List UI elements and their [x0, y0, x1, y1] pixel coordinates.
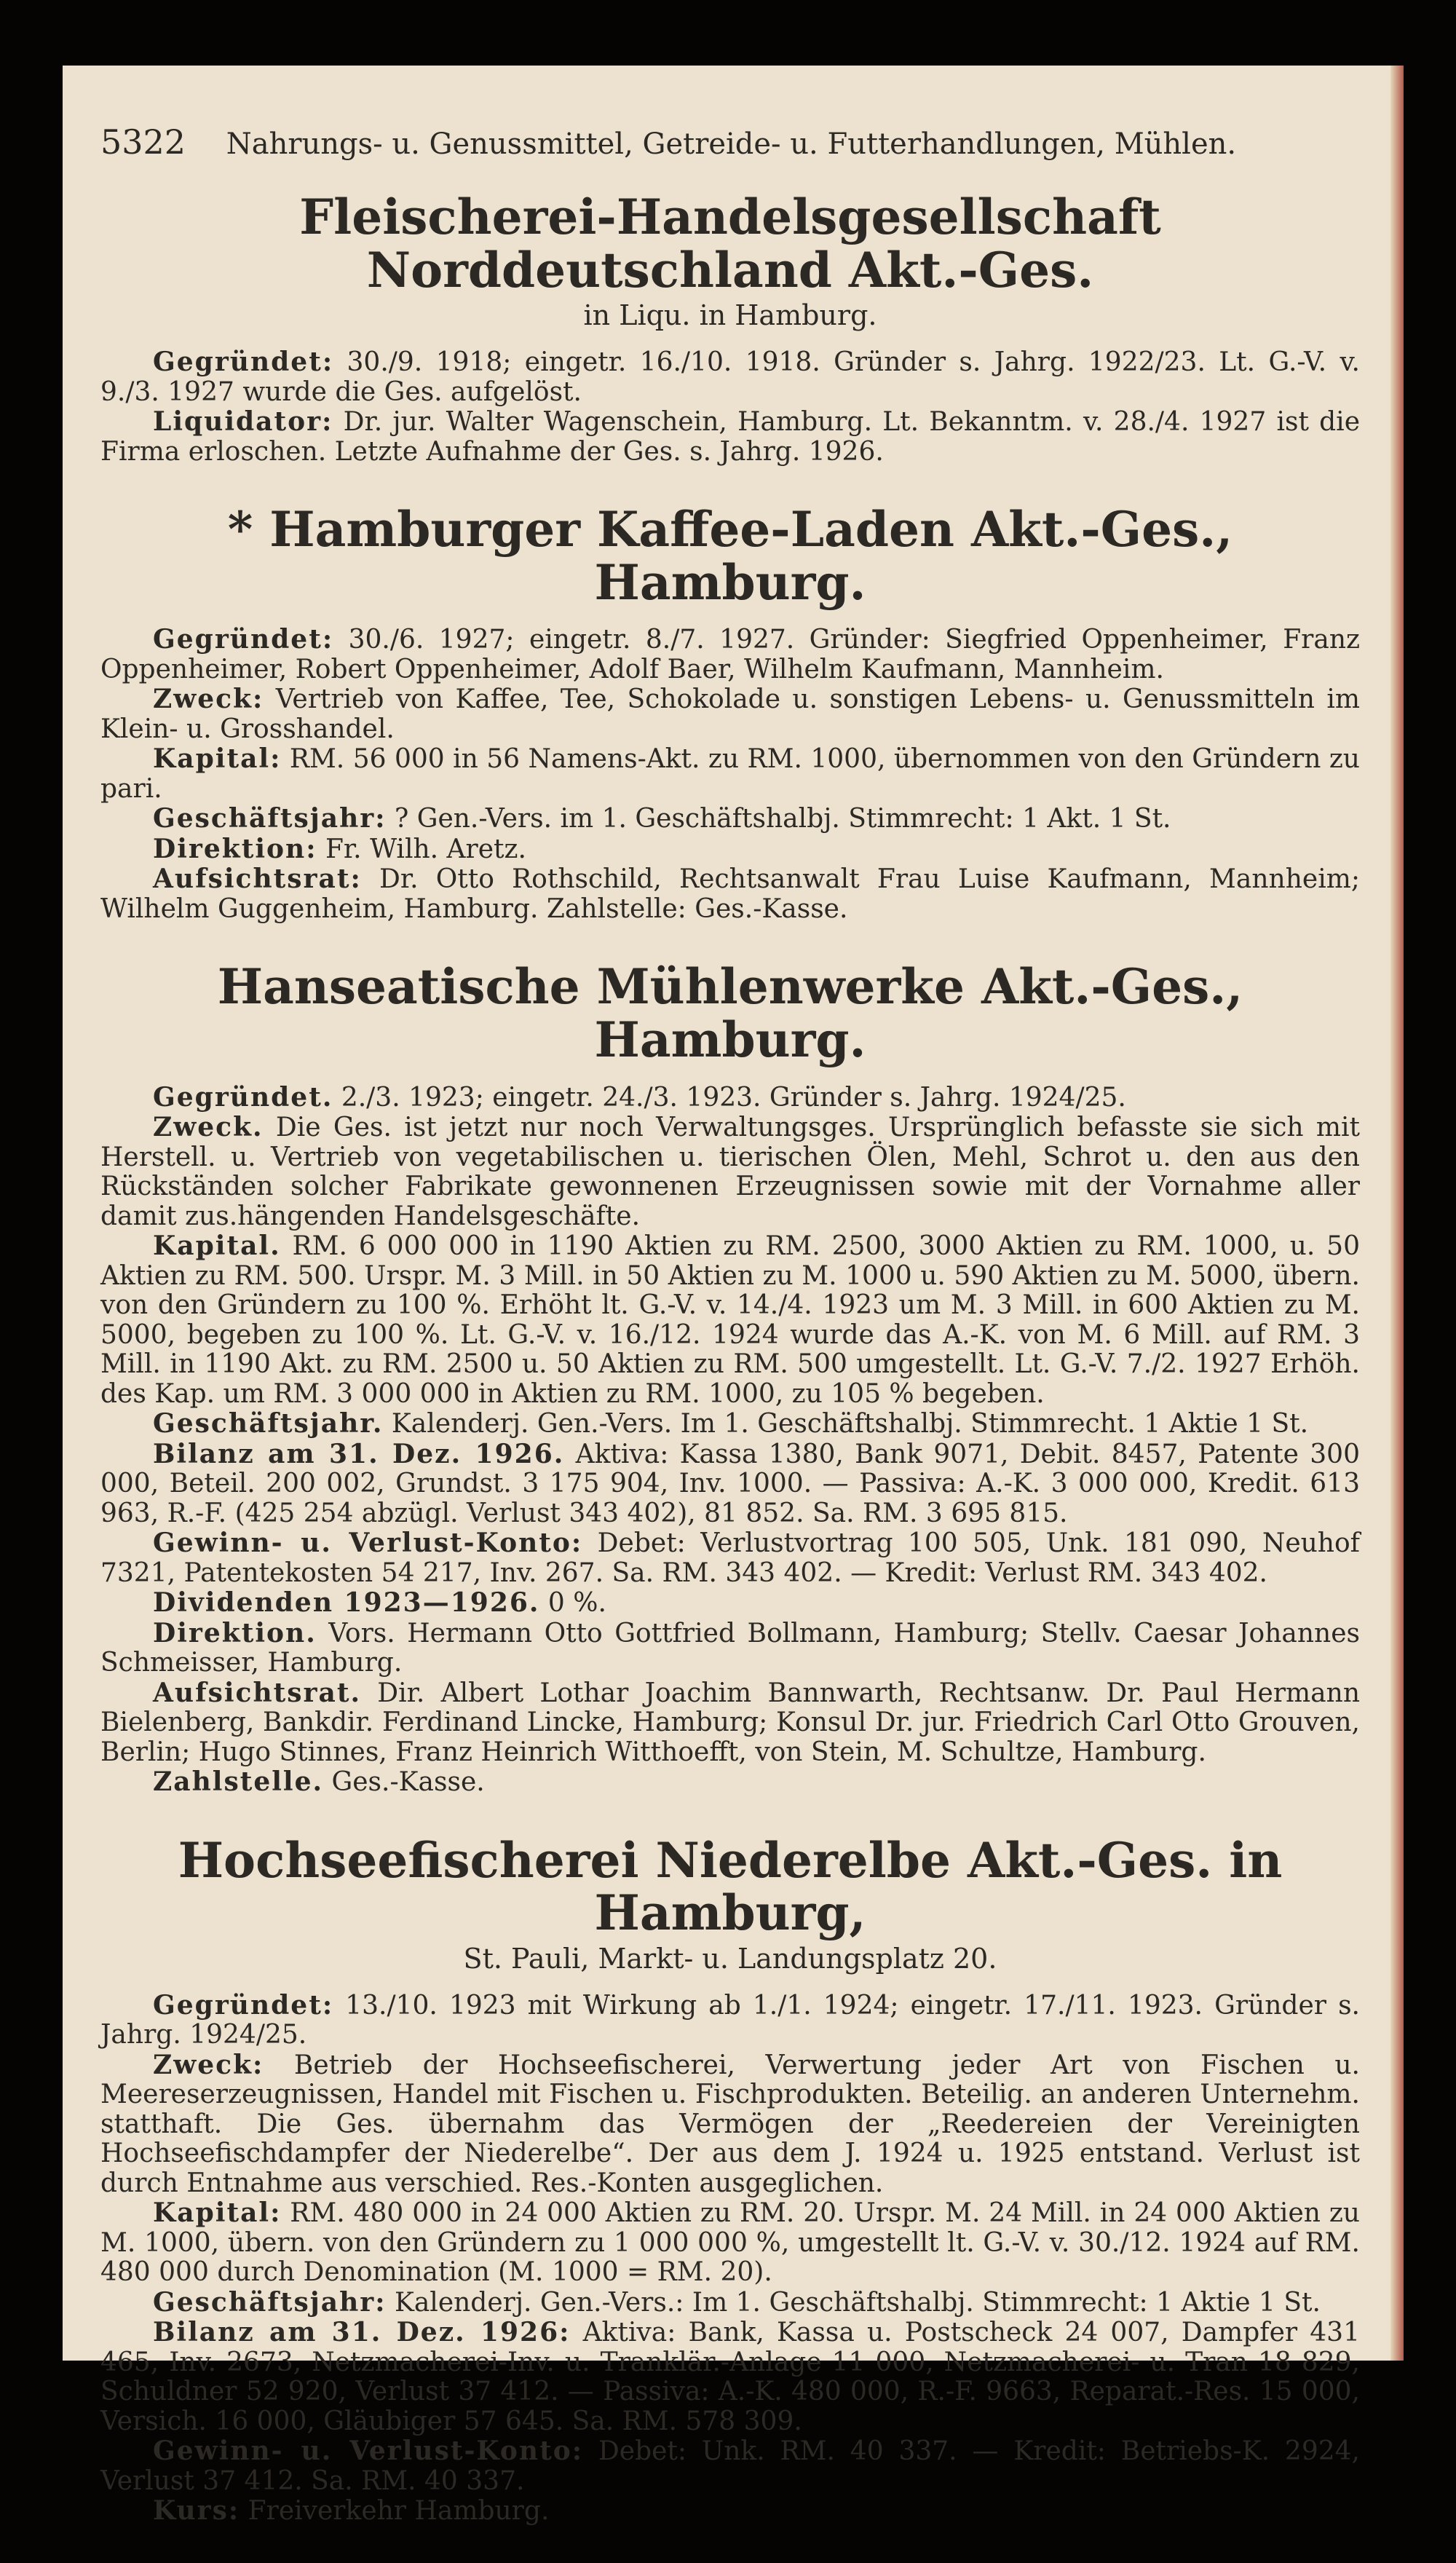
field-label: Kapital. [153, 1231, 281, 1262]
company-entry [100, 1831, 1360, 2527]
entry-paragraph [100, 1409, 1360, 1440]
field-label: Geschäftsjahr. [153, 1408, 384, 1440]
entry-paragraph [100, 2436, 1360, 2496]
field-label: Kapital: [153, 743, 282, 775]
entry-paragraph [100, 684, 1360, 744]
entry-paragraph [100, 1678, 1360, 1768]
field-text: RM. 6 000 000 in 1190 Aktien zu RM. 2500, 3000 Aktien zu RM. 1000, u. 50 Aktien zu RM. 500. Urspr. M. 3 Mill. in 50 Aktien zu M. 1000 u. 590 Aktien zu M. 5000, übern. von den Gründern zu 100 %. Erhöht lt. G.-V. v. 14./4. 1923 um M. 3 Mill. in 600 Aktien zu M. 5000, begeben zu 100 %. Lt. G.-V. v. 16./12. 1924 wurde das A.-K. von M. 6 Mill. auf RM. 3 Mill. in 1190 Akt. zu RM. 2500 u. 50 Aktien zu RM. 500 umgestellt. Lt. G.-V. 7./2. 1927 Erhöh. des Kap. um RM. 3 000 000 in Aktien zu RM. 1000, zu 105 % begeben. [100, 1231, 1360, 1409]
entry-paragraph [100, 2318, 1360, 2436]
field-text: Dr. Otto Rothschild, Rechtsanwalt Frau Luise Kaufmann, Mannheim; Wilhelm Guggenheim, Hamburg. Zahlstelle: Ges.-Kasse. [100, 864, 1360, 924]
field-text: Debet: Verlustvortrag 100 505, Unk. 181 090, Neuhof 7321, Patentekosten 54 217, Inv. 267. Sa. RM. 343 402. — Kredit: Verlust RM. 343 402. [100, 1528, 1360, 1588]
field-text: Die Ges. ist jetzt nur noch Verwaltungsges. Ursprünglich befasste sie sich mit Herstell. u. Vertrieb von vegetabilischen u. tierischen Ölen, Mehl, Schrot u. den aus den Rückständen solcher Fabrikate gewonnenen Erzeugnissen sowie mit der Vornahme aller damit zus.hängenden Handelsgeschäfte. [100, 1113, 1360, 1231]
field-text: Fr. Wilh. Aretz. [317, 834, 526, 864]
field-text: Kalenderj. Gen.-Vers.: Im 1. Geschäftshalbj. Stimmrecht: 1 Aktie 1 St. [386, 2287, 1321, 2318]
field-label: Gegründet: [153, 347, 334, 378]
field-text: Ges.-Kasse. [323, 1767, 485, 1798]
company-entry [100, 960, 1360, 1797]
entry-paragraph [100, 804, 1360, 834]
field-label: Aufsichtsrat. [153, 1677, 361, 1708]
company-title: Hanseatische Mühlenwerke Akt.-Ges., Hamburg. [217, 958, 1243, 1068]
entry-paragraph [100, 864, 1360, 924]
page-content [100, 191, 1360, 2563]
field-label: Zahlstelle. [153, 1766, 324, 1798]
field-label: Geschäftsjahr: [153, 803, 387, 834]
field-label: Dividenden 1923—1926. [153, 1587, 540, 1619]
entry-paragraph [100, 744, 1360, 804]
page-number: 5322 [100, 122, 186, 162]
company-title: Fleischerei-Handelsgesellschaft Norddeutschland Akt.-Ges. [299, 189, 1161, 299]
field-label: Gewinn- u. Verlust-Konto: [153, 2436, 584, 2467]
entry-paragraph [100, 1991, 1360, 2050]
field-text: 2./3. 1923; eingetr. 24./3. 1923. Gründer s. Jahrg. 1924/25. [333, 1082, 1126, 1113]
field-label: Zweck: [153, 684, 264, 715]
running-title: Nahrungs- u. Genussmittel, Getreide- u. Futterhandlungen, Mühlen. [226, 127, 1237, 161]
entry-paragraph [100, 1440, 1360, 1529]
entry-paragraph [100, 834, 1360, 865]
entry-paragraph [100, 625, 1360, 684]
field-text: Aktiva: Kassa 1380, Bank 9071, Debit. 8457, Patente 300 000, Beteil. 200 002, Grundst. 3 175 904, Inv. 1000. — Passiva: A.-K. 3 000 000, Kredit. 613 963, R.-F. (425 254 abzügl. Verlust 343 402), 81 852. Sa. RM. 3 695 815. [100, 1439, 1360, 1528]
entry-paragraph [100, 2050, 1360, 2199]
field-label: Gewinn- u. Verlust-Konto: [153, 1528, 583, 1559]
field-text: Vors. Hermann Otto Gottfried Bollmann, Hamburg; Stellv. Caesar Johannes Schmeisser, Hamburg. [100, 1618, 1360, 1678]
field-text: Dr. jur. Walter Wagenschein, Hamburg. Lt. Bekanntm. v. 28./4. 1927 ist die Firma erloschen. Letzte Aufnahme der Ges. s. Jahrg. 1926. [100, 407, 1360, 467]
company-entry [100, 503, 1360, 924]
field-text: Aktiva: Bank, Kassa u. Postscheck 24 007, Dampfer 431 465, Inv. 2673, Netzmacherei-Inv. u. Tranklär.-Anlage 11 000, Netzmacherei- u. Tran 18 829, Schuldner 52 920, Verlust 37 412. — Passiva: A.-K. 480 000, R.-F. 9663, Reparat.-Res. 15 000, Versich. 16 000, Gläubiger 57 645. Sa. RM. 578 309. [100, 2318, 1360, 2436]
entry-paragraph [100, 2288, 1360, 2318]
field-label: Zweck. [153, 1112, 264, 1143]
field-label: Geschäftsjahr: [153, 2286, 387, 2318]
field-text: 13./10. 1923 mit Wirkung ab 1./1. 1924; eingetr. 17./11. 1923. Gründer s. Jahrg. 1924/25. [100, 1990, 1360, 2050]
book-page [63, 66, 1404, 2527]
page-header [100, 122, 1360, 162]
field-label: Zweck: [153, 2049, 264, 2080]
field-label: Liquidator: [153, 406, 333, 438]
field-label: Kapital: [153, 2197, 282, 2229]
field-label: Gegründet: [153, 1989, 334, 2021]
field-text: Vertrieb von Kaffee, Tee, Schokolade u. sonstigen Lebens- u. Genussmitteln im Klein- u. Grosshandel. [100, 684, 1360, 744]
entry-paragraph [100, 1588, 1360, 1619]
entry-paragraph [100, 1767, 1360, 1798]
field-text: Freiverkehr Hamburg. [240, 2496, 550, 2527]
field-label: Gegründet. [153, 1081, 333, 1113]
company-entry [100, 191, 1360, 467]
field-text: 0 %. [539, 1588, 606, 1619]
field-text: 30./6. 1927; eingetr. 8./7. 1927. Gründer: Siegfried Oppenheimer, Franz Oppenheimer, Robert Oppenheimer, Adolf Baer, Wilhelm Kaufmann, Mannheim. [100, 625, 1360, 684]
field-label: Direktion: [153, 833, 317, 864]
field-text: ? Gen.-Vers. im 1. Geschäftshalbj. Stimmrecht: 1 Akt. 1 St. [386, 804, 1171, 834]
entry-paragraph [100, 1619, 1360, 1678]
entry-paragraph [100, 1113, 1360, 1231]
entry-paragraph [100, 1231, 1360, 1409]
field-text: Debet: Unk. RM. 40 337. — Kredit: Betriebs-K. 2924, Verlust 37 412. Sa. RM. 40 337. [100, 2436, 1360, 2496]
company-subtitle: St. Pauli, Markt- u. Landungsplatz 20. [463, 1942, 997, 1975]
company-title: * Hamburger Kaffee-Laden Akt.-Ges., Hamburg. [227, 501, 1233, 611]
field-text: RM. 480 000 in 24 000 Aktien zu RM. 20. Urspr. M. 24 Mill. in 24 000 Aktien zu M. 1000, übern. von den Gründern zu 1 000 000 %, umgestellt lt. G.-V. v. 30./12. 1924 auf RM. 480 000 durch Denomination (M. 1000 = RM. 20). [100, 2198, 1360, 2288]
field-label: Kurs: [153, 2495, 240, 2527]
field-text: Kalenderj. Gen.-Vers. Im 1. Geschäftshalbj. Stimmrecht. 1 Aktie 1 St. [383, 1409, 1309, 1440]
field-text: Betrieb der Hochseefischerei, Verwertung jeder Art von Fischen u. Meereserzeugnissen, Handel mit Fischen u. Fischprodukten. Beteilig. an anderen Unternehm. statthaft. Die Ges. übernahm das Vermögen der „Reedereien der Vereinigten Hochseefischdampfer der Niederelbe“. Der aus dem J. 1924 u. 1925 entstand. Verlust ist durch Entnahme aus verschied. Res.-Konten ausgeglichen. [100, 2050, 1360, 2198]
field-label: Aufsichtsrat: [153, 864, 362, 895]
entry-paragraph [100, 347, 1360, 407]
entry-paragraph [100, 2198, 1360, 2288]
field-text: Dir. Albert Lothar Joachim Bannwarth, Rechtsanw. Dr. Paul Hermann Bielenberg, Bankdir. Ferdinand Lincke, Hamburg; Konsul Dr. jur. Friedrich Carl Otto Grouven, Berlin; Hugo Stinnes, Franz Heinrich Witthoefft, von Stein, M. Schultze, Hamburg. [100, 1678, 1360, 1767]
entry-paragraph [100, 2496, 1360, 2527]
field-label: Bilanz am 31. Dez. 1926: [153, 2317, 571, 2348]
field-text: 30./9. 1918; eingetr. 16./10. 1918. Gründer s. Jahrg. 1922/23. Lt. G.-V. v. 9./3. 1927 wurde die Ges. aufgelöst. [100, 347, 1360, 407]
field-label: Gegründet: [153, 624, 334, 655]
entry-paragraph [100, 407, 1360, 467]
field-label: Direktion. [153, 1617, 317, 1648]
entry-paragraph [100, 1083, 1360, 1113]
field-label: Bilanz am 31. Dez. 1926. [153, 1438, 565, 1469]
entry-paragraph [100, 1528, 1360, 1588]
company-subtitle: in Liqu. in Hamburg. [583, 299, 877, 332]
field-text: RM. 56 000 in 56 Namens-Akt. zu RM. 1000, übernommen von den Gründern zu pari. [100, 744, 1360, 804]
company-title: Hochseefischerei Niederelbe Akt.-Ges. in Hamburg, [178, 1831, 1283, 1942]
